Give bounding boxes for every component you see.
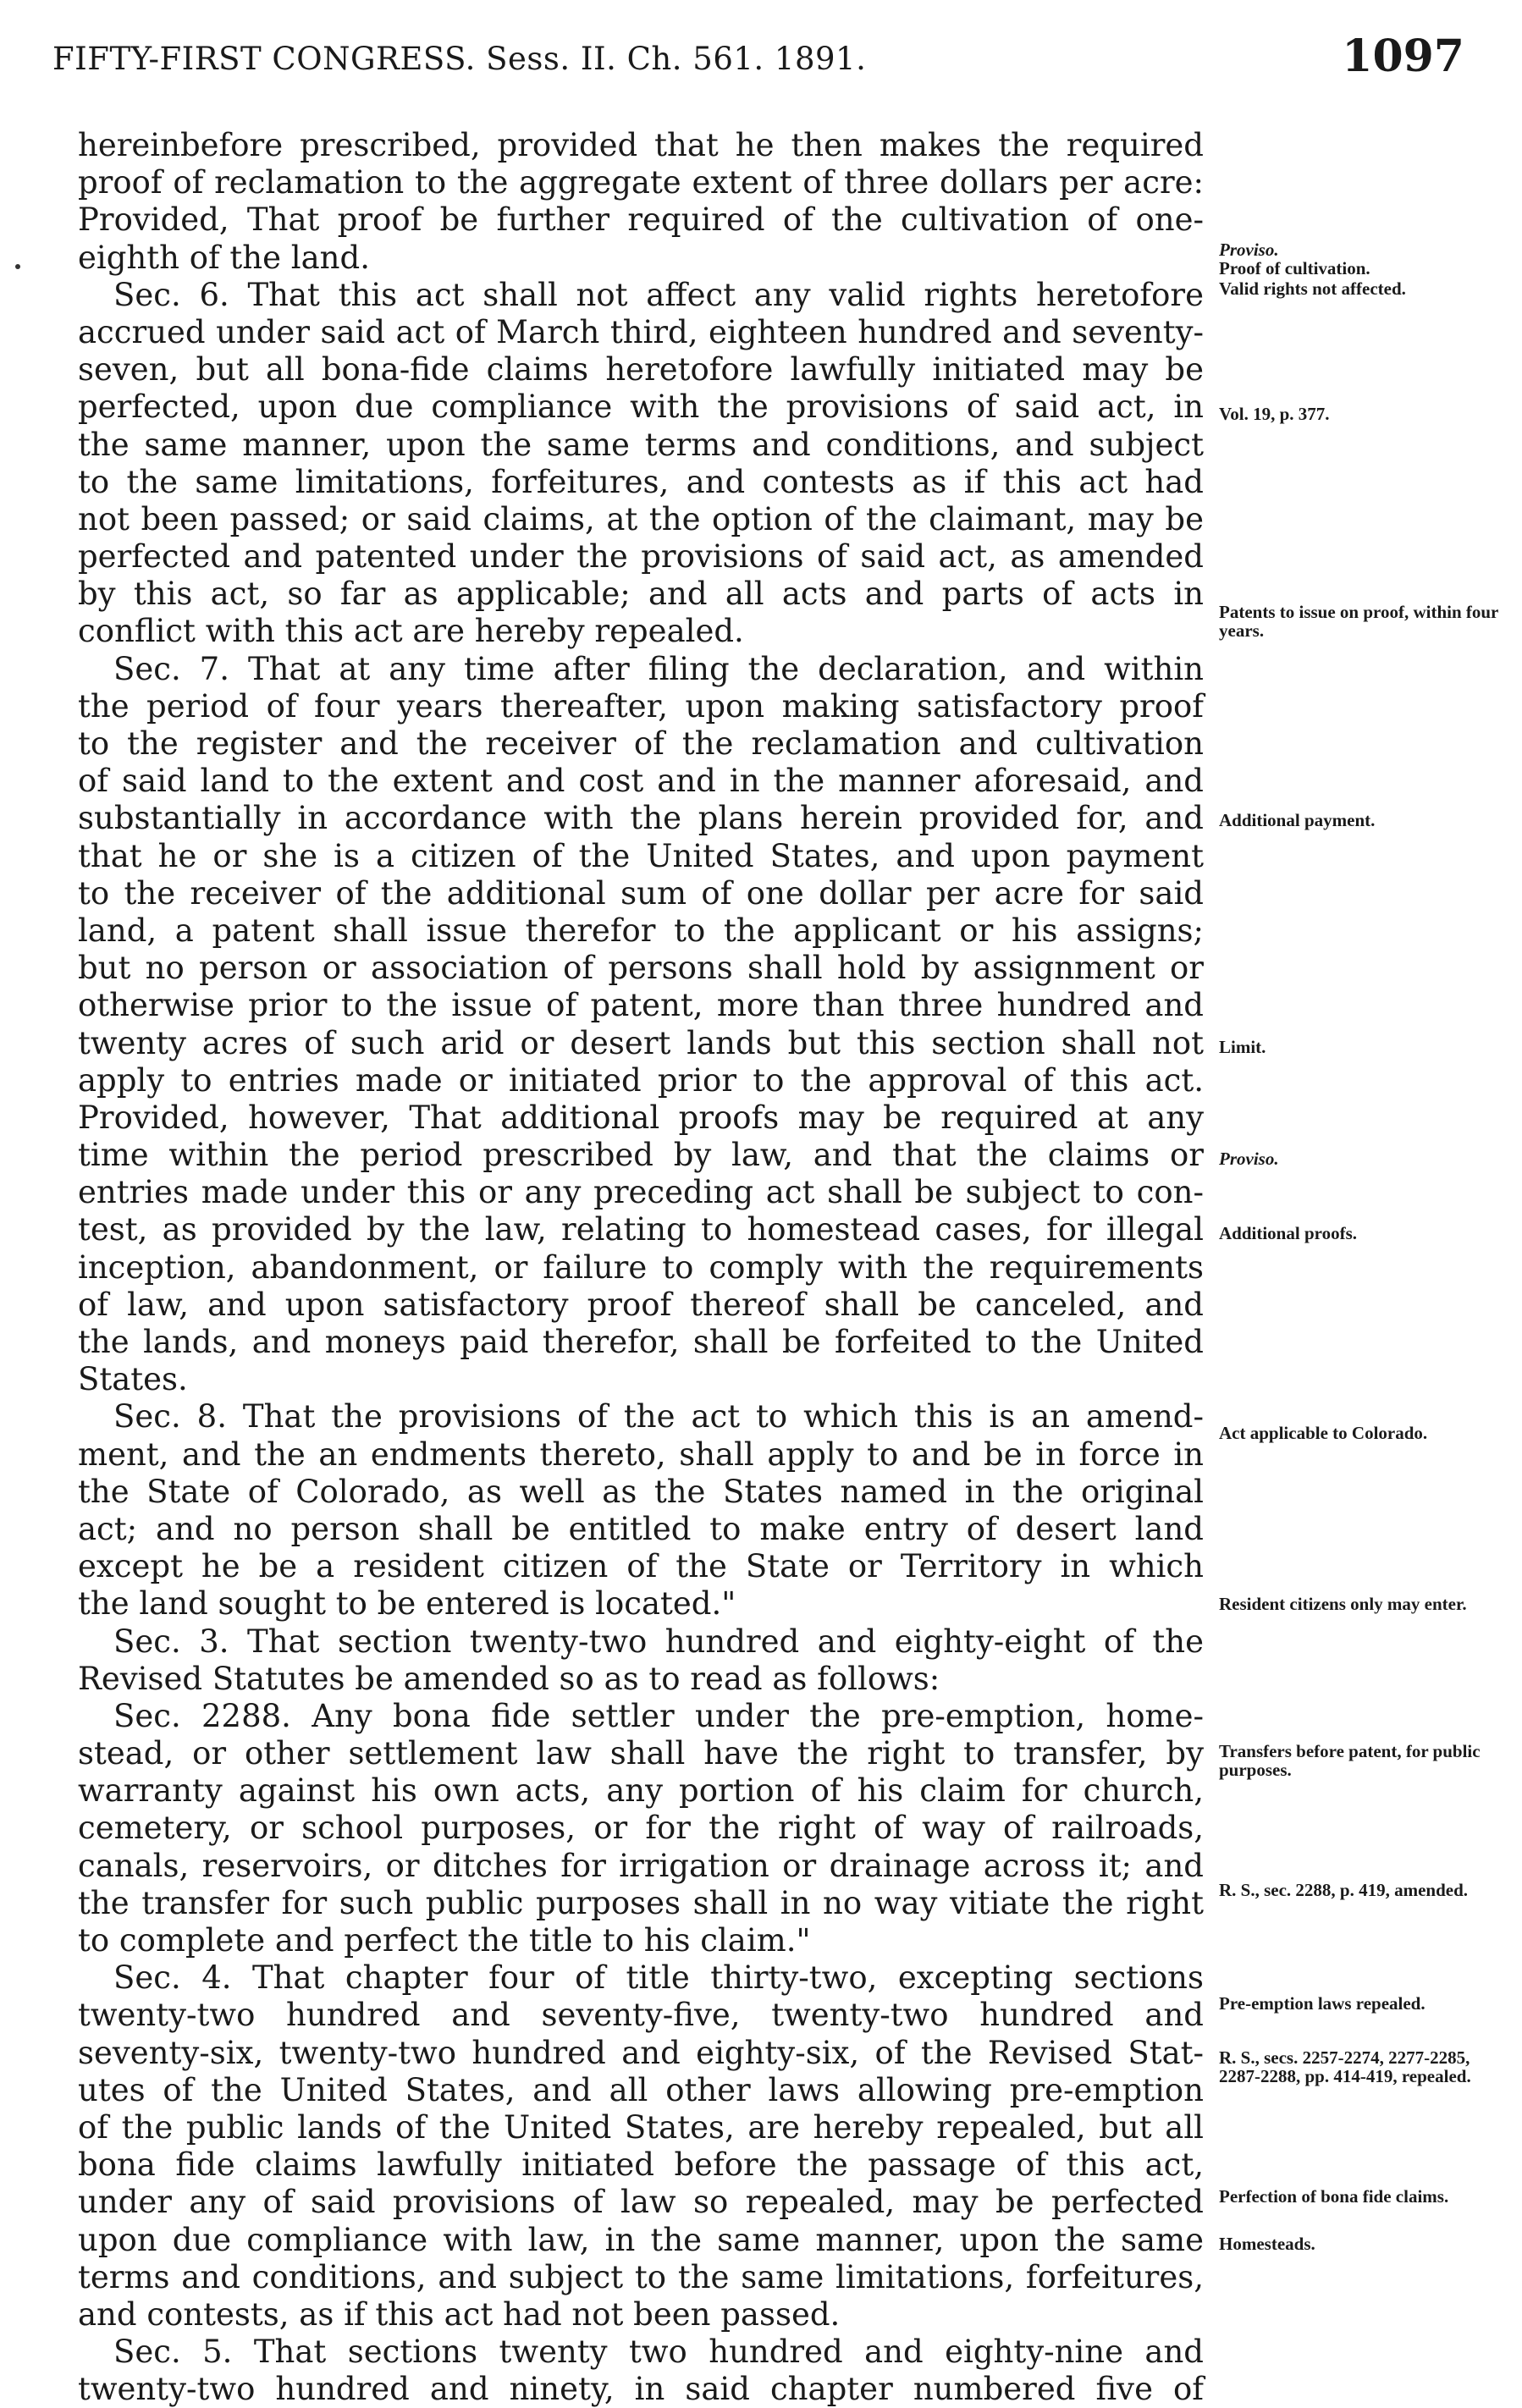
text-line: Provided, however, That additional proofs may be required at any: [78, 1099, 1204, 1136]
text-line: seven, but all bona-fide claims heretofore lawfully initiated may be: [78, 351, 1204, 388]
text-line: act; and no person shall be entitled to make entry of desert land: [78, 1510, 1204, 1547]
text-line: perfected and patented under the provisions of said act, as amended: [78, 538, 1204, 576]
margin-note: R. S., secs. 2257-2274, 2277-2285, 2287-2288, pp. 414-419, repealed.: [1219, 2047, 1471, 2086]
margin-note: Valid rights not affected.: [1219, 278, 1406, 299]
text-line: to the same limitations, forfeitures, and contests as if this act had: [78, 463, 1204, 500]
text-line: accrued under said act of March third, eighteen hundred and seventy-: [78, 313, 1204, 350]
margin-note: Proviso.: [1219, 240, 1279, 260]
text-line: stead, or other settlement law shall have the right to transfer, by: [78, 1735, 1204, 1772]
text-line: cemetery, or school purposes, or for the right of way of railroads,: [78, 1810, 1204, 1847]
text-line: to complete and perfect the title to his claim.": [78, 1922, 811, 1959]
text-line: Sec. 5. That sections twenty two hundred and eighty-nine and: [113, 2334, 1204, 2371]
page-number: 1097: [1342, 30, 1464, 82]
text-line: Sec. 4. That chapter four of title thirty-two, excepting sections: [113, 1959, 1204, 1997]
margin-note: Proof of cultivation.: [1219, 258, 1370, 278]
text-line: the transfer for such public purposes shall in no way vitiate the right: [78, 1884, 1204, 1921]
running-title: FIFTY-FIRST CONGRESS. Sess. II. Ch. 561. 1891.: [52, 41, 867, 77]
text-line: warranty against his own acts, any portion of his claim for church,: [78, 1772, 1204, 1810]
text-line: ment, and the an endments thereto, shall apply to and be in force in: [78, 1435, 1204, 1473]
text-line: canals, reservoirs, or ditches for irrigation or drainage across it; and: [78, 1847, 1204, 1884]
text-line: land, a patent shall issue therefor to the applicant or his assigns;: [78, 912, 1204, 949]
text-line: the same manner, upon the same terms and conditions, and subject: [78, 426, 1204, 463]
text-line: utes of the United States, and all other laws allowing pre-emption: [78, 2071, 1204, 2108]
margin-note: Homesteads.: [1219, 2234, 1315, 2254]
text-line: upon due compliance with law, in the same manner, upon the same: [78, 2221, 1204, 2258]
margin-note: Act applicable to Colorado.: [1219, 1423, 1428, 1443]
text-line: the State of Colorado, as well as the States named in the original: [78, 1473, 1204, 1510]
text-line: inception, abandonment, or failure to comply with the requirements: [78, 1248, 1204, 1286]
text-line: Sec. 7. That at any time after filing the declaration, and within: [113, 650, 1204, 687]
text-line: of the public lands of the United States, are hereby repealed, but all: [78, 2108, 1204, 2146]
text-line: that he or she is a citizen of the United States, and upon payment: [78, 837, 1204, 874]
text-line: bona fide claims lawfully initiated before the passage of this act,: [78, 2146, 1204, 2184]
text-line: twenty-two hundred and ninety, in said chapter numbered five of: [78, 2371, 1204, 2408]
text-line: but no person or association of persons shall hold by assignment or: [78, 950, 1204, 987]
text-line: proof of reclamation to the aggregate extent of three dollars per acre:: [78, 164, 1204, 201]
text-line: otherwise prior to the issue of patent, more than three hundred and: [78, 987, 1204, 1024]
margin-dot: [15, 264, 20, 269]
margin-note: Proviso.: [1219, 1149, 1279, 1169]
text-line: the land sought to be entered is located.": [78, 1585, 736, 1623]
margin-note: Additional payment.: [1219, 810, 1376, 830]
running-header: [34, 25, 1464, 85]
margin-note: Patents to issue on proof, within four years.: [1219, 602, 1499, 641]
margin-note: Resident citizens only may enter.: [1219, 1594, 1467, 1614]
text-line: of said land to the extent and cost and in the manner aforesaid, and: [78, 763, 1204, 800]
text-line: apply to entries made or initiated prior to the approval of this act.: [78, 1061, 1204, 1099]
margin-note: Vol. 19, p. 377.: [1219, 404, 1330, 424]
margin-note: Transfers before patent, for public purposes.: [1219, 1741, 1481, 1780]
text-line: Sec. 8. That the provisions of the act to which this is an amend-: [113, 1398, 1204, 1435]
text-line: by this act, so far as applicable; and all acts and parts of acts in: [78, 576, 1204, 613]
text-line: Provided, That proof be further required of the cultivation of one-: [78, 201, 1204, 239]
text-line: seventy-six, twenty-two hundred and eighty-six, of the Revised Stat-: [78, 2034, 1204, 2071]
text-line: under any of said provisions of law so repealed, may be perfected: [78, 2184, 1204, 2221]
text-line: Revised Statutes be amended so as to read as follows:: [78, 1660, 940, 1697]
text-line: to the register and the receiver of the reclamation and cultivation: [78, 725, 1204, 762]
text-line: not been passed; or said claims, at the option of the claimant, may be: [78, 500, 1204, 537]
text-line: test, as provided by the law, relating to homestead cases, for illegal: [78, 1211, 1204, 1248]
text-line: Sec. 2288. Any bona fide settler under the pre-emption, home-: [113, 1697, 1204, 1734]
text-line: hereinbefore prescribed, provided that he then makes the required: [78, 127, 1204, 163]
text-line: twenty-two hundred and seventy-five, twenty-two hundred and: [78, 1997, 1204, 2034]
margin-note: Additional proofs.: [1219, 1223, 1357, 1243]
text-line: Sec. 3. That section twenty-two hundred and eighty-eight of the: [113, 1623, 1204, 1660]
text-line: entries made under this or any preceding act shall be subject to con-: [78, 1174, 1204, 1211]
margin-note: Pre-emption laws repealed.: [1219, 1993, 1425, 2014]
margin-note: Perfection of bona fide claims.: [1219, 2186, 1449, 2207]
text-line: except he be a resident citizen of the State or Territory in which: [78, 1548, 1204, 1585]
statute-body-text: [78, 127, 1204, 2408]
text-line: of law, and upon satisfactory proof thereof shall be canceled, and: [78, 1286, 1204, 1323]
text-line: and contests, as if this act had not been passed.: [78, 2295, 841, 2333]
text-line: to the receiver of the additional sum of one dollar per acre for said: [78, 874, 1204, 912]
text-line: substantially in accordance with the plans herein provided for, and: [78, 800, 1204, 837]
text-line: Sec. 6. That this act shall not affect any valid rights heretofore: [113, 276, 1204, 313]
text-line: eighth of the land.: [78, 239, 370, 276]
text-line: perfected, upon due compliance with the provisions of said act, in: [78, 388, 1204, 426]
margin-note: Limit.: [1219, 1037, 1266, 1057]
text-line: the period of four years thereafter, upon making satisfactory proof: [78, 687, 1204, 725]
text-line: the lands, and moneys paid therefor, shall be forfeited to the United: [78, 1324, 1204, 1360]
text-line: twenty acres of such arid or desert lands but this section shall not: [78, 1024, 1204, 1061]
text-line: terms and conditions, and subject to the same limitations, forfeitures,: [78, 2258, 1204, 2295]
text-line: time within the period prescribed by law, and that the claims or: [78, 1137, 1204, 1174]
text-line: States.: [78, 1361, 188, 1398]
margin-note: R. S., sec. 2288, p. 419, amended.: [1219, 1880, 1469, 1900]
text-line: conflict with this act are hereby repealed.: [78, 613, 744, 650]
